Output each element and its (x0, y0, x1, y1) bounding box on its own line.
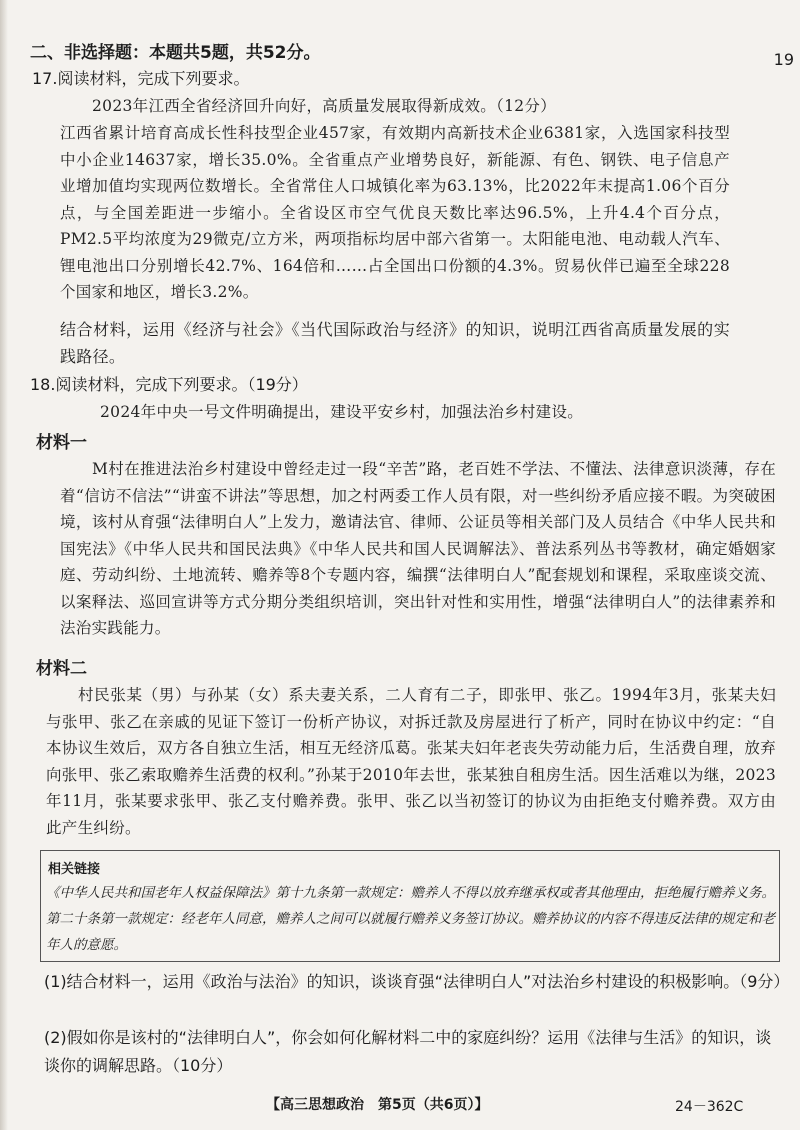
related-link-heading: 相关链接 (48, 862, 101, 877)
section-title: 二、非选择题：本题共5题，共52分。 (30, 43, 321, 63)
material-two-heading: 材料二 (36, 659, 87, 679)
q17-material: 江西省累计培育高成长性科技型企业457家，有效期内高新技术企业6381家，入选国家科技型中小企业14637家，增长35.0%。全省重点产业增势良好，新能源、有色、钢铁、电子信息产业增加值均实现两位数增长。全省常住人口城镇化率为63.13%，比2022年末提高1.06个百分点，与全国差距进一步缩小。全省设区市空气优良天数比率达96.5%，上升4.4个百分点，PM2.5平均浓度为29微克/立方米，两项指标均居中部六省第一。太阳能电池、电动载人汽车、锂电池出口分别增长42.7%、164倍和……占全国出口份额的4.3%。贸易伙伴已遍至全球228个国家和地区，增长3.2%。 (60, 124, 730, 301)
q18-intro: 2024年中央一号文件明确提出，建设平安乡村，加强法治乡村建设。 (100, 403, 584, 421)
q18-title: 18.阅读材料，完成下列要求。（19分） (30, 375, 308, 394)
scan-edge-shadow (0, 0, 8, 1130)
q17-requirement: 结合材料，运用《经济与社会》《当代国际政治与经济》的知识，说明江西省高质量发展的实践路径。 (60, 320, 730, 366)
sub-question-2: (2)假如你是该村的“法律明白人”，你会如何化解材料二中的家庭纠纷？运用《法律与生活》的知识，谈谈你的调解思路。（10分） (44, 1028, 772, 1075)
q17-intro: 2023年江西全省经济回升向好，高质量发展取得新成效。（12分） (92, 97, 557, 115)
sub-question-1: (1)结合材料一，运用《政治与法治》的知识，谈谈育强“法律明白人”对法治乡村建设的积极影响。（9分） (44, 972, 790, 991)
material-one-text: M村在推进法治乡村建设中曾经走过一段“辛苦”路，老百姓不学法、不懂法、法律意识淡薄，存在着“信访不信法”“讲蛮不讲法”等思想，加之村两委工作人员有限，对一些纠纷矛盾应接不暇。为突破困境，该村从育强“法律明白人”上发力，邀请法官、律师、公证员等相关部门及人员结合《中华人民共和国宪法》《中华人民共和国民法典》《中华人民共和国人民调解法》、普法系列丛书等教材，确定婚姻家庭、劳动纠纷、土地流转、赡养等8个专题内容，编撰“法律明白人”配套规划和课程，采取座谈交流、以案释法、巡回宣讲等方式分期分类组织培训，突出针对性和实用性，增强“法律明白人”的法律素养和法治实践能力。 (60, 460, 776, 637)
material-one-heading: 材料一 (36, 433, 87, 453)
page-corner-number: 19 (773, 50, 794, 69)
page-footer: 【高三思想政治 第5页（共6页）】 (266, 1097, 489, 1113)
q17-title: 17.阅读材料，完成下列要求。 (32, 69, 250, 88)
related-link-text: 《中华人民共和国老年人权益保障法》第十九条第一款规定：赡养人不得以放弃继承权或者其他理由，拒绝履行赡养义务。第二十条第一款规定：经老年人同意，赡养人之间可以就履行赡养义务签订协议。赡养协议的内容不得违反法律的规定和老年人的意愿。 (46, 885, 775, 953)
paper-code: 24－362C (675, 1099, 744, 1115)
material-two-text: 村民张某（男）与孙某（女）系夫妻关系，二人育有二子，即张甲、张乙。1994年3月，张某夫妇与张甲、张乙在亲戚的见证下签订一份析产协议，对拆迁款及房屋进行了析产，同时在协议中约定：“自本协议生效后，双方各自独立生活，相互无经济瓜葛。张某夫妇年老丧失劳动能力后，生活费自理，放弃向张甲、张乙索取赡养生活费的权利。”孙某于2010年去世，张某独自租房生活。因生活难以为继，2023年11月，张某要求张甲、张乙支付赡养费。张甲、张乙以当初签订的协议为由拒绝支付赡养费。双方由此产生纠纷。 (46, 686, 776, 837)
